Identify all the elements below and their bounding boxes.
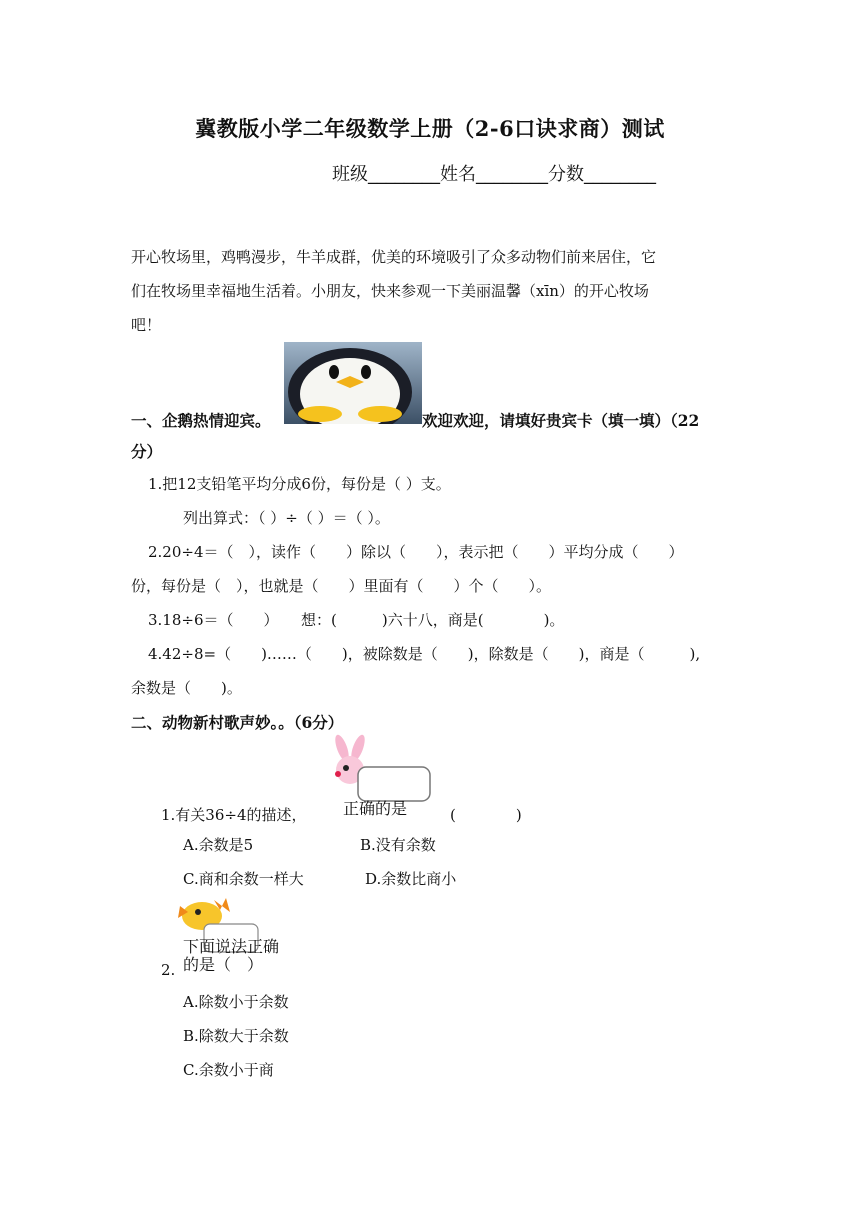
s2-q1-option-d: D.余数比商小 <box>365 870 457 888</box>
s1-question-4-line-2: 余数是（ )。 <box>131 679 242 697</box>
penguin-image <box>284 342 422 424</box>
header-fields: 班级________姓名________分数________ <box>332 164 656 185</box>
section1-heading-b: 欢迎欢迎，请填好贵宾卡（填一填）（22 <box>422 411 700 430</box>
s2-question-1: 1.有关36÷4的描述， <box>161 806 307 824</box>
section1-heading-c: 分） <box>131 442 163 461</box>
dragon-bubble-line-2: 的是（ ） <box>183 955 264 974</box>
s1-question-4-line-1: 4.42÷8=（ )……（ )，被除数是（ )，除数是（ )，商是（ ), <box>148 645 701 663</box>
s2-q2-option-a: A.除数小于余数 <box>183 993 289 1011</box>
section2-heading: 二、动物新村歌声妙。。（6分） <box>131 713 344 732</box>
s1-question-2-line-2: 份，每份是（ ），也就是（ ）里面有（ ）个（ ）。 <box>131 577 552 595</box>
rabbit-bubble-text: 正确的是 <box>343 799 408 818</box>
s1-question-3: 3.18÷6＝（ ） 想：( )六十八，商是( )。 <box>148 611 565 629</box>
s1-question-2-line-1: 2.20÷4＝（ ），读作（ ）除以（ ），表示把（ ）平均分成（ ） <box>148 543 684 561</box>
s2-q2-option-c: C.余数小于商 <box>183 1061 274 1079</box>
s2-q1-option-b: B.没有余数 <box>360 836 436 854</box>
rabbit-image <box>330 734 434 804</box>
s1-question-1: 1.把12支铅笔平均分成6份，每份是（ ）支。 <box>148 475 451 493</box>
s2-q2-option-b: B.除数大于余数 <box>183 1027 289 1045</box>
s2-q1-option-c: C.商和余数一样大 <box>183 870 304 888</box>
intro-line-1: 开心牧场里，鸡鸭漫步，牛羊成群，优美的环境吸引了众多动物们前来居住，它 <box>131 248 657 266</box>
dragon-bubble-line-1: 下面说法正确 <box>183 937 280 956</box>
page-title: 冀教版小学二年级数学上册（2-6口诀求商）测试 <box>195 116 665 141</box>
section1-heading-a: 一、企鹅热情迎宾。 <box>131 411 271 430</box>
s2-question-2: 2. <box>161 961 176 979</box>
intro-line-2: 们在牧场里幸福地生活着。小朋友，快来参观一下美丽温馨（xīn）的开心牧场 <box>131 282 649 300</box>
intro-line-3: 吧！ <box>131 316 162 334</box>
s1-question-1-formula: 列出算式：（ ）÷（ ）＝（ ）。 <box>183 509 390 527</box>
s2-q1-option-a: A.余数是5 <box>183 836 254 854</box>
s2-question-1-blank: ( ) <box>450 806 522 824</box>
